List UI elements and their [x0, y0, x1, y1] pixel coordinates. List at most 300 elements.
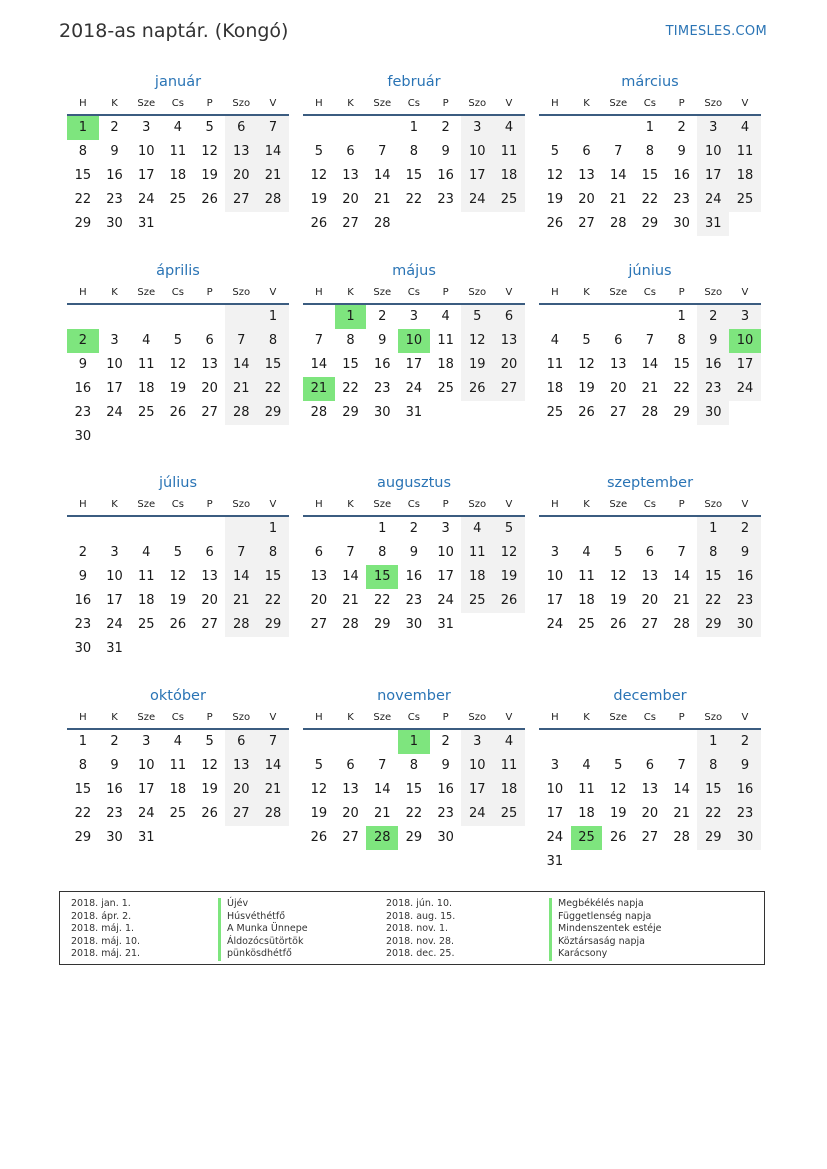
- empty-cell: [461, 401, 493, 425]
- week-row: [303, 826, 525, 850]
- day-cell: 1: [78, 734, 87, 749]
- weekday-header: [67, 494, 289, 517]
- day-cell: 11: [493, 754, 525, 778]
- empty-cell: [430, 401, 462, 425]
- holiday-names-col-2: [549, 898, 662, 961]
- day-cell: 24: [437, 593, 454, 608]
- empty-cell: [539, 730, 571, 754]
- weekday-header: [303, 282, 525, 305]
- month-name: február: [387, 74, 441, 90]
- day-cell: 25: [137, 617, 155, 632]
- weekday-label: K: [583, 287, 590, 298]
- empty-cell: [335, 116, 367, 140]
- day-cell: 20: [201, 381, 218, 396]
- weekday-label: H: [315, 98, 323, 109]
- day-cell: 21: [303, 377, 335, 401]
- day-cell: 27: [225, 802, 257, 826]
- day-cell: 15: [342, 357, 359, 372]
- day-cell: 9: [677, 144, 686, 159]
- weekday-label: V: [269, 287, 277, 298]
- day-cell: 16: [697, 353, 729, 377]
- day-cell: 8: [677, 333, 686, 348]
- empty-cell: [194, 517, 226, 541]
- day-cell: 17: [546, 806, 564, 821]
- weekday-label: Szo: [468, 98, 487, 109]
- day-cell: 19: [310, 192, 328, 207]
- day-cell: 6: [205, 545, 214, 560]
- day-cell: 25: [571, 826, 603, 850]
- day-cell: 5: [173, 545, 183, 560]
- day-cell: 13: [609, 357, 627, 372]
- day-cell: 18: [437, 357, 454, 372]
- day-cell: 11: [493, 140, 525, 164]
- week-row: [539, 377, 761, 401]
- day-cell: 8: [257, 541, 289, 565]
- day-cell: 31: [405, 405, 423, 420]
- day-cell: 19: [169, 381, 187, 396]
- weekday-label: Szo: [468, 499, 487, 510]
- empty-cell: [571, 850, 603, 874]
- empty-cell: [461, 212, 493, 236]
- day-cell: 21: [673, 806, 690, 821]
- day-cell: 25: [169, 192, 187, 207]
- weekday-label: Sze: [609, 287, 628, 298]
- week-row: [303, 778, 525, 802]
- day-cell: 9: [378, 333, 387, 348]
- day-cell: 25: [729, 188, 761, 212]
- day-cell: 28: [641, 405, 659, 420]
- day-cell: 2: [110, 734, 119, 749]
- day-cell: 28: [257, 188, 289, 212]
- day-cell: 11: [461, 541, 493, 565]
- day-cell: 28: [673, 830, 690, 845]
- week-row: [303, 164, 525, 188]
- weekday-label: Cs: [171, 499, 184, 510]
- day-cell: 11: [137, 357, 155, 372]
- week-row: [303, 754, 525, 778]
- empty-cell: [225, 826, 257, 850]
- empty-cell: [461, 613, 493, 637]
- day-cell: 28: [673, 617, 690, 632]
- empty-cell: [194, 425, 226, 449]
- month-november: [303, 685, 525, 850]
- day-cell: 24: [106, 405, 123, 420]
- day-cell: 21: [225, 377, 257, 401]
- day-cell: 15: [405, 782, 423, 797]
- weekday-label: K: [583, 98, 590, 109]
- empty-cell: [225, 517, 257, 541]
- day-cell: 18: [578, 593, 595, 608]
- week-row: [67, 377, 289, 401]
- day-cell: 27: [342, 830, 359, 845]
- empty-cell: [602, 730, 634, 754]
- day-cell: 13: [342, 782, 359, 797]
- day-cell: 17: [461, 164, 493, 188]
- day-cell: 8: [409, 758, 419, 773]
- day-cell: 26: [493, 589, 525, 613]
- holiday-date: 2018. ápr. 2.: [71, 910, 132, 922]
- day-cell: 4: [582, 545, 591, 560]
- day-cell: 2: [378, 309, 387, 324]
- day-cell: 24: [546, 617, 564, 632]
- day-cell: 4: [582, 758, 591, 773]
- weekday-label: Sze: [373, 499, 392, 510]
- day-cell: 3: [110, 333, 119, 348]
- day-cell: 22: [641, 192, 659, 207]
- day-cell: 27: [310, 617, 328, 632]
- empty-cell: [225, 637, 257, 661]
- brand-link[interactable]: TIMESLES.COM: [665, 24, 767, 39]
- day-cell: 22: [697, 802, 729, 826]
- day-cell: 7: [314, 333, 323, 348]
- month-name: július: [158, 475, 198, 491]
- empty-cell: [303, 305, 335, 329]
- day-cell: 22: [74, 192, 92, 207]
- day-cell: 5: [582, 333, 591, 348]
- day-cell: 29: [673, 405, 690, 420]
- day-cell: 22: [697, 589, 729, 613]
- week-row: [67, 541, 289, 565]
- month-name: június: [628, 263, 672, 279]
- weekday-label: K: [347, 98, 354, 109]
- day-cell: 22: [257, 377, 289, 401]
- day-cell: 21: [641, 381, 659, 396]
- weekday-label: Szo: [704, 499, 723, 510]
- weekday-label: P: [206, 98, 213, 109]
- day-cell: 8: [346, 333, 355, 348]
- week-row: [303, 353, 525, 377]
- day-cell: 12: [201, 758, 218, 773]
- day-cell: 20: [342, 192, 359, 207]
- day-cell: 30: [74, 429, 92, 444]
- weekday-label: H: [79, 287, 87, 298]
- day-cell: 30: [697, 401, 729, 425]
- holiday-names-col-1: [218, 898, 308, 961]
- day-cell: 12: [169, 357, 187, 372]
- day-cell: 19: [578, 381, 595, 396]
- empty-cell: [697, 850, 729, 874]
- day-cell: 3: [441, 521, 450, 536]
- day-cell: 29: [405, 830, 423, 845]
- weekday-label: K: [111, 287, 118, 298]
- day-cell: 17: [137, 782, 155, 797]
- day-cell: 15: [673, 357, 690, 372]
- day-cell: 12: [169, 569, 187, 584]
- day-cell: 23: [729, 589, 761, 613]
- empty-cell: [162, 637, 194, 661]
- weekday-label: V: [269, 712, 277, 723]
- week-row: [67, 589, 289, 613]
- day-cell: 21: [373, 806, 391, 821]
- empty-cell: [194, 212, 226, 236]
- week-row: [539, 188, 761, 212]
- weekday-label: Szo: [232, 499, 251, 510]
- day-cell: 19: [546, 192, 564, 207]
- empty-cell: [493, 613, 525, 637]
- week-row: [67, 826, 289, 850]
- empty-cell: [257, 212, 289, 236]
- week-row: [539, 116, 761, 140]
- week-row: [303, 517, 525, 541]
- day-cell: 13: [342, 168, 359, 183]
- day-cell: 1: [697, 517, 729, 541]
- holiday-date: 2018. nov. 1.: [386, 923, 449, 935]
- day-cell: 18: [493, 778, 525, 802]
- day-cell: 21: [342, 593, 359, 608]
- day-cell: 22: [405, 806, 423, 821]
- week-row: [67, 565, 289, 589]
- empty-cell: [539, 517, 571, 541]
- holiday-dates-col-2: [386, 898, 455, 961]
- day-cell: 1: [257, 305, 289, 329]
- day-cell: 4: [173, 120, 183, 135]
- day-cell: 6: [314, 545, 323, 560]
- day-cell: 1: [67, 116, 99, 140]
- weekday-label: H: [315, 499, 323, 510]
- day-cell: 17: [106, 381, 123, 396]
- week-row: [67, 188, 289, 212]
- day-cell: 24: [106, 617, 123, 632]
- day-cell: 5: [205, 120, 214, 135]
- day-cell: 14: [225, 565, 257, 589]
- holiday-name: Húsvéthétfő: [218, 911, 308, 924]
- month-február: [303, 71, 525, 236]
- empty-cell: [729, 212, 761, 236]
- weekday-label: Szo: [468, 712, 487, 723]
- holiday-legend: [59, 891, 765, 965]
- holiday-name: Áldozócsütörtök: [218, 936, 308, 949]
- weekday-label: Sze: [137, 712, 156, 723]
- day-cell: 3: [409, 309, 419, 324]
- weekday-header: [67, 93, 289, 116]
- day-cell: 25: [493, 802, 525, 826]
- weekday-label: Cs: [407, 499, 420, 510]
- day-cell: 11: [729, 140, 761, 164]
- day-cell: 24: [729, 377, 761, 401]
- day-cell: 20: [342, 806, 359, 821]
- empty-cell: [666, 730, 698, 754]
- day-cell: 26: [546, 216, 564, 231]
- day-cell: 2: [729, 730, 761, 754]
- day-cell: 27: [641, 617, 659, 632]
- day-cell: 5: [314, 758, 323, 773]
- day-cell: 21: [373, 192, 391, 207]
- week-row: [67, 517, 289, 541]
- day-cell: 8: [409, 144, 419, 159]
- week-row: [539, 730, 761, 754]
- day-cell: 2: [441, 734, 450, 749]
- weekday-label: K: [111, 712, 118, 723]
- day-cell: 1: [697, 730, 729, 754]
- day-cell: 30: [106, 216, 123, 231]
- empty-cell: [634, 730, 666, 754]
- day-cell: 10: [106, 357, 123, 372]
- day-cell: 4: [142, 545, 151, 560]
- week-row: [539, 802, 761, 826]
- empty-cell: [366, 116, 398, 140]
- day-cell: 31: [137, 216, 155, 231]
- day-cell: 11: [437, 333, 454, 348]
- day-cell: 7: [346, 545, 355, 560]
- day-cell: 12: [310, 168, 328, 183]
- empty-cell: [430, 212, 462, 236]
- weekday-label: K: [111, 499, 118, 510]
- day-cell: 18: [546, 381, 564, 396]
- week-row: [303, 541, 525, 565]
- day-cell: 6: [493, 305, 525, 329]
- empty-cell: [571, 517, 603, 541]
- day-cell: 1: [398, 730, 430, 754]
- day-cell: 8: [78, 758, 87, 773]
- week-row: [303, 329, 525, 353]
- weekday-label: V: [269, 499, 277, 510]
- day-cell: 17: [437, 569, 454, 584]
- day-cell: 5: [614, 545, 623, 560]
- day-cell: 20: [641, 806, 659, 821]
- weekday-label: Szo: [232, 712, 251, 723]
- empty-cell: [571, 305, 603, 329]
- weekday-label: H: [315, 712, 323, 723]
- day-cell: 20: [493, 353, 525, 377]
- week-row: [67, 754, 289, 778]
- empty-cell: [303, 116, 335, 140]
- weekday-label: V: [505, 712, 513, 723]
- month-szeptember: [539, 472, 761, 637]
- day-cell: 8: [78, 144, 87, 159]
- day-cell: 6: [614, 333, 623, 348]
- weekday-header: [539, 494, 761, 517]
- day-cell: 23: [106, 192, 123, 207]
- day-cell: 19: [609, 593, 627, 608]
- day-cell: 29: [697, 826, 729, 850]
- day-cell: 1: [257, 517, 289, 541]
- month-március: [539, 71, 761, 236]
- day-cell: 3: [550, 758, 559, 773]
- day-cell: 15: [405, 168, 423, 183]
- weekday-label: P: [206, 499, 213, 510]
- empty-cell: [99, 517, 131, 541]
- week-row: [539, 754, 761, 778]
- day-cell: 9: [441, 144, 450, 159]
- week-row: [303, 589, 525, 613]
- empty-cell: [162, 517, 194, 541]
- day-cell: 7: [378, 758, 387, 773]
- day-cell: 24: [461, 188, 493, 212]
- day-cell: 15: [697, 778, 729, 802]
- weekday-label: P: [442, 98, 449, 109]
- day-cell: 21: [225, 589, 257, 613]
- day-cell: 13: [310, 569, 328, 584]
- day-cell: 27: [225, 188, 257, 212]
- empty-cell: [729, 401, 761, 425]
- weekday-header: [303, 93, 525, 116]
- day-cell: 9: [78, 569, 87, 584]
- empty-cell: [194, 305, 226, 329]
- day-cell: 10: [697, 140, 729, 164]
- week-row: [539, 517, 761, 541]
- day-cell: 7: [225, 329, 257, 353]
- day-cell: 28: [373, 216, 391, 231]
- week-row: [539, 613, 761, 637]
- day-cell: 29: [641, 216, 659, 231]
- week-row: [67, 140, 289, 164]
- weekday-label: Cs: [407, 98, 420, 109]
- day-cell: 30: [106, 830, 123, 845]
- day-cell: 9: [729, 754, 761, 778]
- month-name: május: [392, 263, 436, 279]
- day-cell: 28: [342, 617, 359, 632]
- holiday-date: 2018. máj. 10.: [71, 935, 141, 947]
- day-cell: 13: [225, 754, 257, 778]
- day-cell: 5: [550, 144, 559, 159]
- day-cell: 6: [645, 758, 655, 773]
- day-cell: 27: [578, 216, 595, 231]
- weekday-label: K: [583, 499, 590, 510]
- weekday-label: H: [79, 499, 87, 510]
- day-cell: 15: [257, 353, 289, 377]
- month-name: november: [377, 688, 451, 704]
- month-name: szeptember: [606, 475, 694, 491]
- weekday-header: [539, 93, 761, 116]
- weekday-label: Szo: [704, 712, 723, 723]
- weekday-label: K: [347, 712, 354, 723]
- day-cell: 1: [409, 120, 419, 135]
- weekday-header: [303, 707, 525, 730]
- day-cell: 29: [74, 830, 92, 845]
- day-cell: 16: [74, 381, 92, 396]
- weekday-label: P: [678, 287, 685, 298]
- empty-cell: [99, 305, 131, 329]
- day-cell: 5: [173, 333, 183, 348]
- day-cell: 25: [493, 188, 525, 212]
- empty-cell: [162, 212, 194, 236]
- weekday-label: Cs: [407, 712, 420, 723]
- day-cell: 27: [609, 405, 627, 420]
- day-cell: 23: [373, 381, 391, 396]
- weekday-label: V: [505, 98, 513, 109]
- week-row: [539, 778, 761, 802]
- month-október: [67, 685, 289, 850]
- day-cell: 22: [257, 589, 289, 613]
- day-cell: 17: [729, 353, 761, 377]
- empty-cell: [67, 305, 99, 329]
- week-row: [67, 613, 289, 637]
- weekday-label: Sze: [373, 287, 392, 298]
- day-cell: 31: [546, 854, 564, 869]
- day-cell: 25: [546, 405, 564, 420]
- holiday-date: 2018. aug. 15.: [386, 910, 456, 922]
- week-row: [67, 778, 289, 802]
- day-cell: 15: [366, 565, 398, 589]
- holiday-name: A Munka Ünnepe: [218, 923, 308, 936]
- weekday-label: Cs: [171, 712, 184, 723]
- day-cell: 4: [493, 116, 525, 140]
- day-cell: 27: [201, 405, 218, 420]
- week-row: [67, 401, 289, 425]
- weekday-label: Cs: [171, 287, 184, 298]
- day-cell: 9: [697, 329, 729, 353]
- weekday-label: P: [442, 499, 449, 510]
- empty-cell: [398, 212, 430, 236]
- empty-cell: [666, 517, 698, 541]
- day-cell: 29: [257, 401, 289, 425]
- holiday-name: Karácsony: [549, 948, 662, 961]
- day-cell: 7: [614, 144, 623, 159]
- day-cell: 8: [645, 144, 655, 159]
- empty-cell: [130, 425, 162, 449]
- day-cell: 10: [461, 754, 493, 778]
- empty-cell: [99, 425, 131, 449]
